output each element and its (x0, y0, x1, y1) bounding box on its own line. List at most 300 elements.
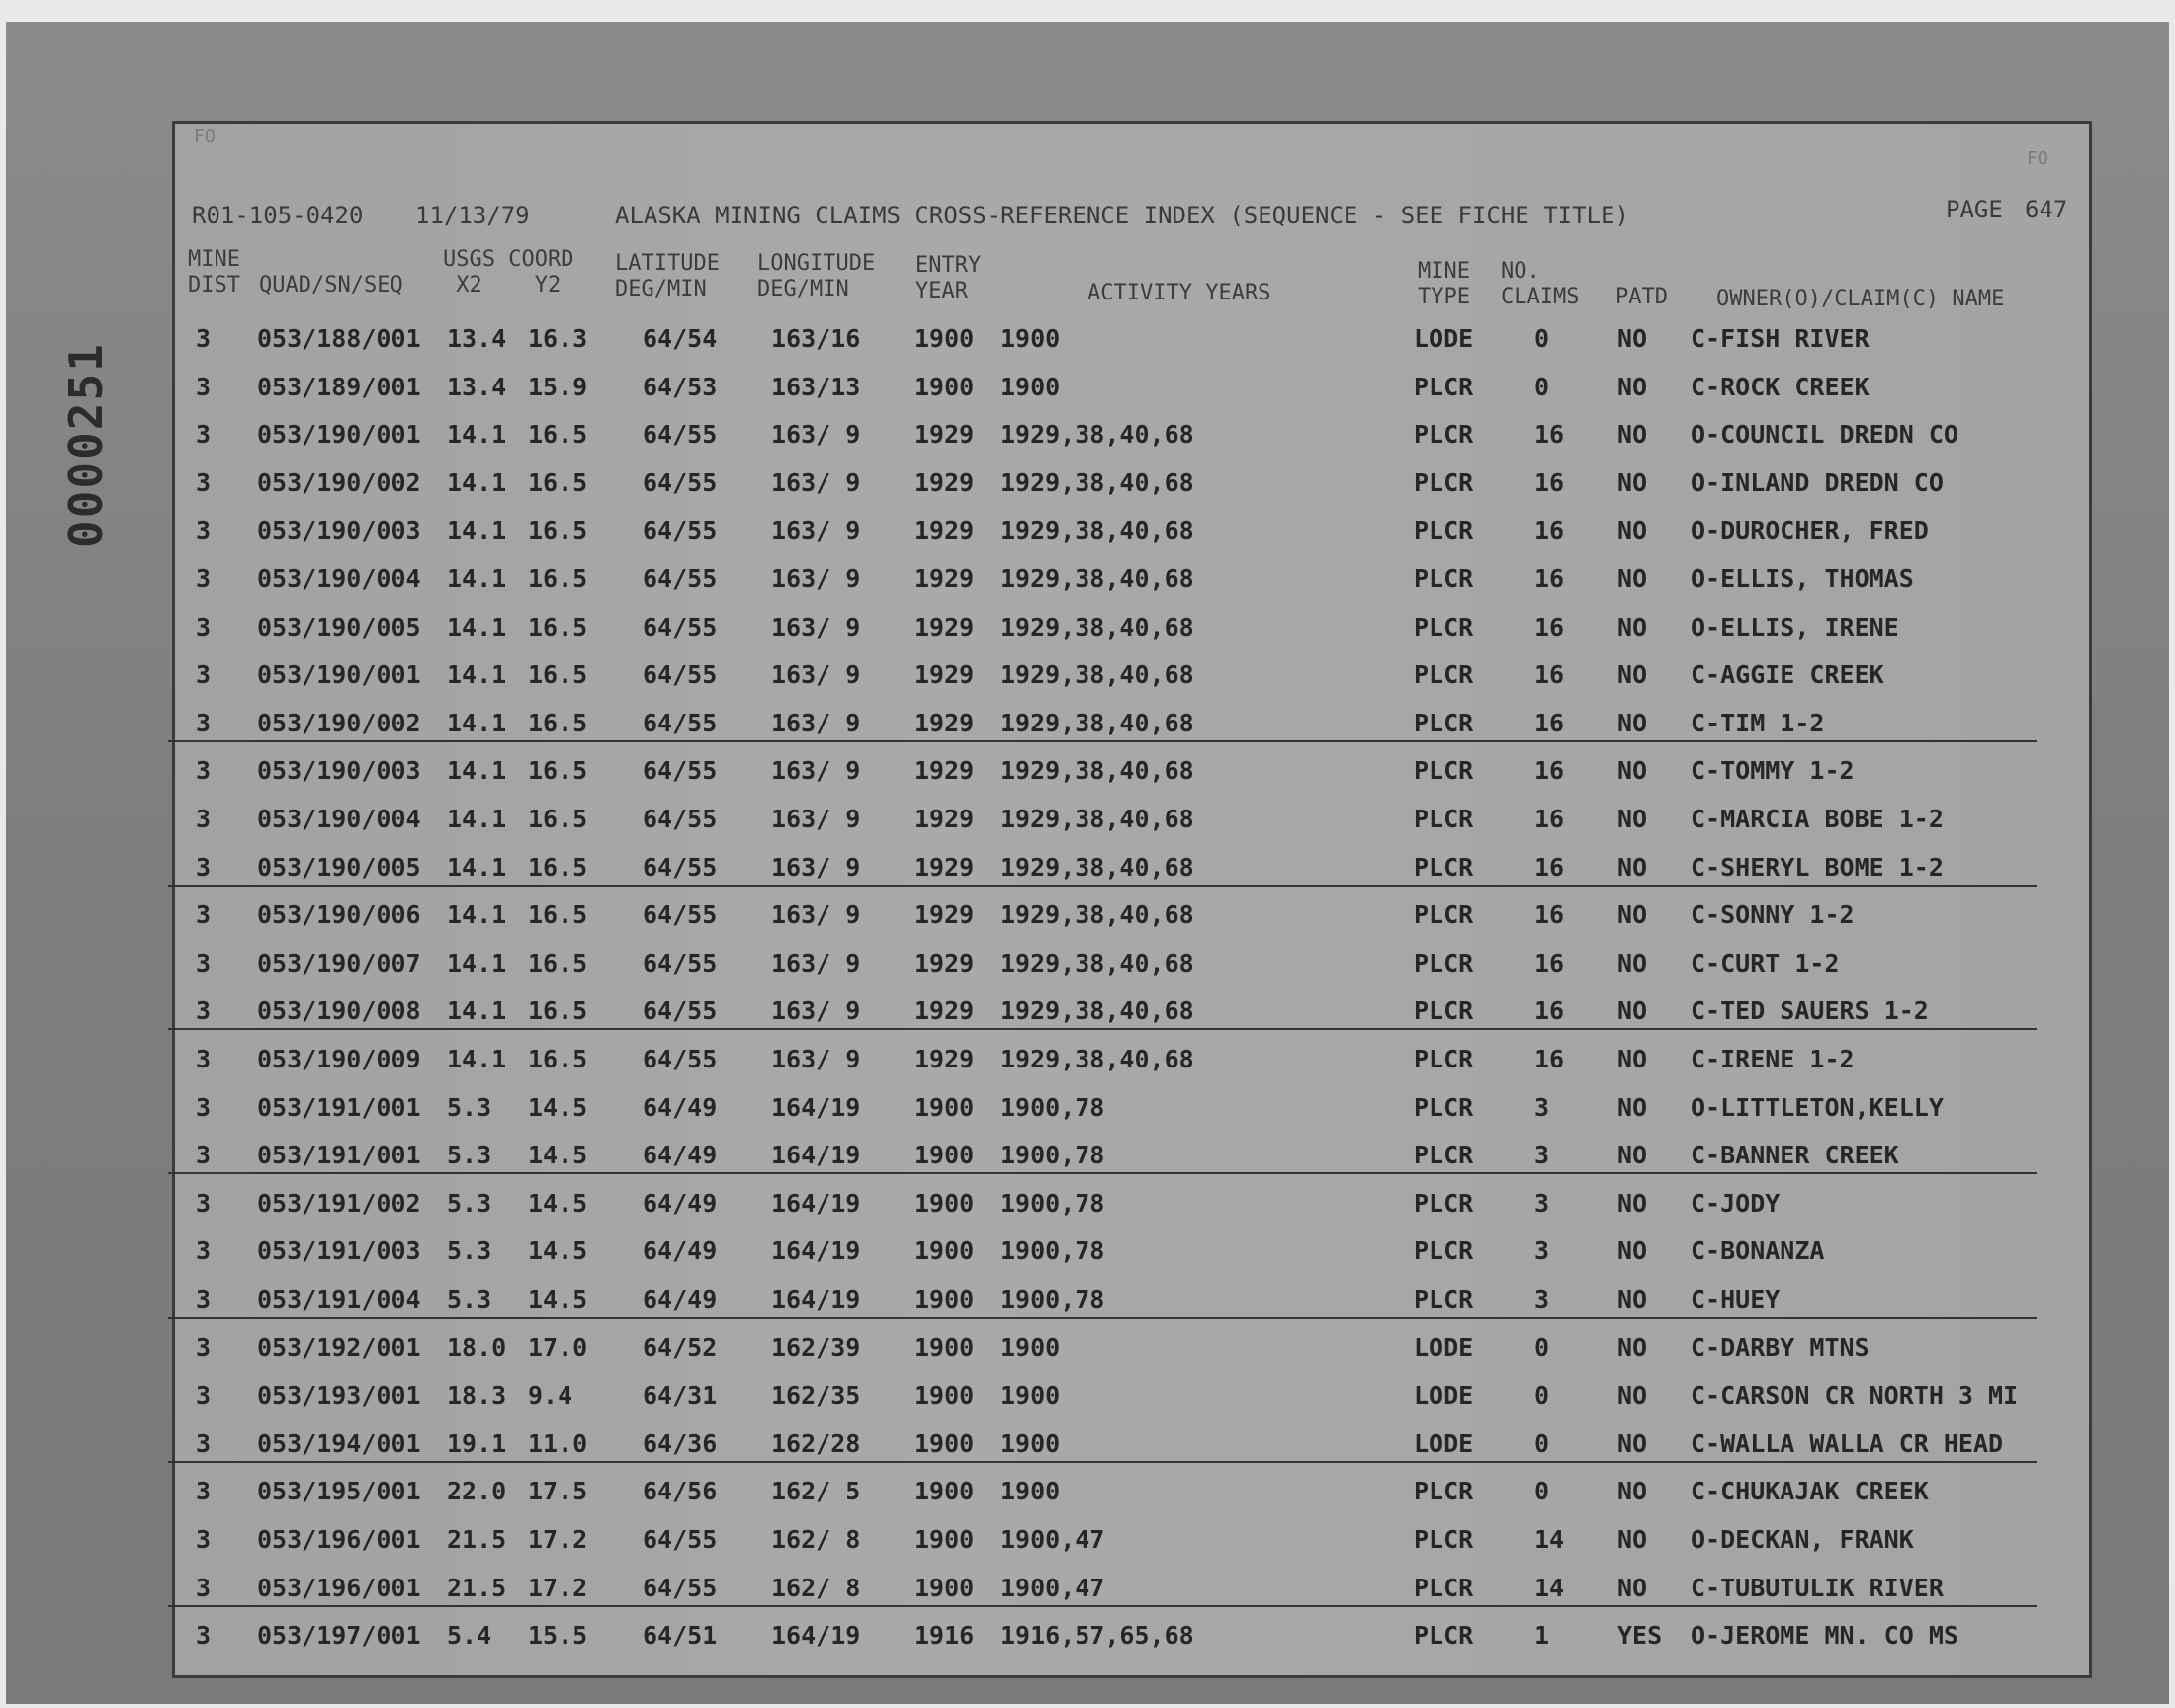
cell-no-claims: 0 (1534, 324, 1550, 353)
cell-longitude: 164/19 (771, 1237, 861, 1266)
cell-longitude: 163/ 9 (771, 805, 861, 833)
cell-no-claims: 16 (1534, 756, 1565, 786)
cell-usgs-x2: 21.5 (447, 1525, 507, 1554)
cell-longitude: 163/ 9 (771, 996, 861, 1026)
cell-latitude: 64/55 (643, 708, 718, 737)
cell-quad-sn-seq: 053/191/004 (257, 1285, 421, 1314)
cell-quad-sn-seq: 053/189/001 (257, 372, 421, 401)
page-label: PAGE (1946, 196, 2003, 223)
cell-activity-years: 1900,78 (1000, 1141, 1105, 1170)
cell-activity-years: 1929,38,40,68 (1000, 468, 1194, 497)
col-longitude: LONGITUDE DEG/MIN (757, 251, 876, 301)
cell-usgs-y2: 14.5 (528, 1092, 588, 1122)
cell-longitude: 163/ 9 (771, 660, 861, 690)
cell-patented: NO (1617, 612, 1648, 641)
cell-mine-type: PLCR (1414, 1573, 1474, 1602)
col-mine-type: MINE TYPE (1418, 259, 1470, 309)
cell-quad-sn-seq: 053/191/001 (257, 1141, 421, 1170)
cell-activity-years: 1900,78 (1000, 1092, 1105, 1122)
cell-entry-year: 1900 (914, 1141, 975, 1170)
cell-patented: NO (1617, 948, 1648, 978)
report-title: ALASKA MINING CLAIMS CROSS-REFERENCE INDEX (SEQUENCE - SEE FICHE TITLE) (615, 202, 1629, 229)
cell-latitude: 64/55 (643, 996, 718, 1026)
cell-mine-dist: 3 (196, 1477, 212, 1506)
cell-patented: NO (1617, 1477, 1648, 1506)
cell-usgs-y2: 16.5 (528, 1045, 588, 1073)
cell-patented: YES (1617, 1621, 1663, 1651)
cell-usgs-y2: 17.0 (528, 1332, 588, 1362)
cell-usgs-y2: 16.5 (528, 516, 588, 546)
cell-usgs-y2: 9.4 (528, 1381, 573, 1410)
cell-activity-years: 1929,38,40,68 (1000, 900, 1194, 930)
table-row (178, 893, 2056, 936)
cell-activity-years: 1929,38,40,68 (1000, 996, 1194, 1026)
col-activity-years: ACTIVITY YEARS (1088, 281, 1271, 305)
row-underline (168, 1605, 2037, 1607)
cell-usgs-x2: 14.1 (447, 420, 507, 450)
cell-mine-type: LODE (1414, 1381, 1474, 1410)
cell-usgs-x2: 13.4 (447, 372, 507, 401)
col-patd: PATD (1615, 285, 1668, 309)
col-owner-claim-name: OWNER(O)/CLAIM(C) NAME (1716, 287, 2005, 311)
cell-patented: NO (1617, 1381, 1648, 1410)
cell-mine-dist: 3 (196, 948, 212, 978)
cell-entry-year: 1929 (914, 516, 975, 546)
cell-mine-dist: 3 (196, 756, 212, 786)
cell-usgs-x2: 5.4 (447, 1621, 492, 1651)
cell-owner-claim-name: O-COUNCIL DREDN CO (1691, 420, 1958, 450)
cell-usgs-x2: 14.1 (447, 516, 507, 546)
cell-usgs-y2: 15.9 (528, 372, 588, 401)
cell-latitude: 64/49 (643, 1092, 718, 1122)
cell-mine-dist: 3 (196, 1573, 212, 1602)
cell-usgs-x2: 5.3 (447, 1237, 492, 1266)
cell-latitude: 64/51 (643, 1621, 718, 1651)
cell-longitude: 162/35 (771, 1381, 861, 1410)
cell-activity-years: 1929,38,40,68 (1000, 420, 1194, 450)
cell-quad-sn-seq: 053/190/003 (257, 756, 421, 786)
cell-latitude: 64/55 (643, 660, 718, 690)
cell-owner-claim-name: C-CHUKAJAK CREEK (1691, 1477, 1929, 1506)
cell-quad-sn-seq: 053/190/008 (257, 996, 421, 1026)
cell-mine-dist: 3 (196, 1428, 212, 1458)
cell-entry-year: 1929 (914, 756, 975, 786)
table-row (178, 365, 2056, 408)
table-row (178, 701, 2056, 744)
cell-mine-type: PLCR (1414, 1092, 1474, 1122)
cell-quad-sn-seq: 053/190/004 (257, 564, 421, 593)
cell-mine-dist: 3 (196, 420, 212, 450)
cell-mine-dist: 3 (196, 900, 212, 930)
row-underline (168, 740, 2037, 742)
cell-patented: NO (1617, 1525, 1648, 1554)
cell-usgs-y2: 16.5 (528, 564, 588, 593)
cell-quad-sn-seq: 053/190/001 (257, 420, 421, 450)
cell-quad-sn-seq: 053/191/002 (257, 1188, 421, 1218)
cell-longitude: 162/ 8 (771, 1573, 861, 1602)
cell-entry-year: 1929 (914, 660, 975, 690)
corner-mark-left: FO (194, 127, 216, 147)
cell-latitude: 64/49 (643, 1285, 718, 1314)
cell-usgs-y2: 14.5 (528, 1285, 588, 1314)
cell-no-claims: 16 (1534, 612, 1565, 641)
cell-mine-dist: 3 (196, 805, 212, 833)
cell-entry-year: 1929 (914, 612, 975, 641)
cell-mine-type: PLCR (1414, 1285, 1474, 1314)
table-row (178, 1277, 2056, 1321)
cell-owner-claim-name: C-DARBY MTNS (1691, 1332, 1870, 1362)
row-underline (168, 1028, 2037, 1030)
cell-no-claims: 0 (1534, 1428, 1550, 1458)
table-row (178, 412, 2056, 456)
cell-patented: NO (1617, 660, 1648, 690)
cell-no-claims: 14 (1534, 1573, 1565, 1602)
cell-latitude: 64/55 (643, 1525, 718, 1554)
cell-longitude: 163/ 9 (771, 516, 861, 546)
cell-activity-years: 1929,38,40,68 (1000, 805, 1194, 833)
cell-owner-claim-name: C-IRENE 1-2 (1691, 1045, 1855, 1073)
cell-owner-claim-name: C-WALLA WALLA CR HEAD (1691, 1428, 2004, 1458)
cell-quad-sn-seq: 053/194/001 (257, 1428, 421, 1458)
cell-mine-dist: 3 (196, 516, 212, 546)
cell-patented: NO (1617, 372, 1648, 401)
cell-patented: NO (1617, 564, 1648, 593)
cell-mine-type: PLCR (1414, 564, 1474, 593)
cell-quad-sn-seq: 053/191/001 (257, 1092, 421, 1122)
cell-entry-year: 1900 (914, 1573, 975, 1602)
cell-quad-sn-seq: 053/196/001 (257, 1525, 421, 1554)
cell-no-claims: 16 (1534, 852, 1565, 882)
cell-longitude: 164/19 (771, 1141, 861, 1170)
cell-usgs-x2: 14.1 (447, 900, 507, 930)
cell-quad-sn-seq: 053/190/002 (257, 468, 421, 497)
cell-usgs-y2: 17.2 (528, 1573, 588, 1602)
cell-entry-year: 1900 (914, 1332, 975, 1362)
cell-mine-dist: 3 (196, 1285, 212, 1314)
cell-usgs-y2: 11.0 (528, 1428, 588, 1458)
cell-activity-years: 1900 (1000, 1381, 1061, 1410)
cell-patented: NO (1617, 516, 1648, 546)
cell-patented: NO (1617, 900, 1648, 930)
cell-patented: NO (1617, 468, 1648, 497)
cell-entry-year: 1929 (914, 564, 975, 593)
cell-patented: NO (1617, 996, 1648, 1026)
cell-patented: NO (1617, 324, 1648, 353)
cell-no-claims: 16 (1534, 564, 1565, 593)
col-quad: QUAD/SN/SEQ (259, 273, 403, 298)
cell-quad-sn-seq: 053/191/003 (257, 1237, 421, 1266)
cell-usgs-x2: 21.5 (447, 1573, 507, 1602)
cell-owner-claim-name: C-ROCK CREEK (1691, 372, 1870, 401)
cell-mine-dist: 3 (196, 1525, 212, 1554)
cell-latitude: 64/31 (643, 1381, 718, 1410)
cell-latitude: 64/55 (643, 900, 718, 930)
cell-activity-years: 1929,38,40,68 (1000, 756, 1194, 786)
cell-entry-year: 1900 (914, 1525, 975, 1554)
cell-latitude: 64/49 (643, 1188, 718, 1218)
cell-entry-year: 1900 (914, 1188, 975, 1218)
cell-no-claims: 16 (1534, 900, 1565, 930)
cell-patented: NO (1617, 852, 1648, 882)
cell-entry-year: 1900 (914, 1381, 975, 1410)
cell-mine-dist: 3 (196, 564, 212, 593)
cell-mine-type: PLCR (1414, 805, 1474, 833)
cell-mine-type: PLCR (1414, 516, 1474, 546)
cell-mine-dist: 3 (196, 708, 212, 737)
col-usgs-coord: USGS COORD X2 Y2 (443, 247, 574, 298)
table-row (178, 652, 2056, 696)
cell-mine-dist: 3 (196, 372, 212, 401)
cell-longitude: 164/19 (771, 1092, 861, 1122)
cell-mine-type: LODE (1414, 1332, 1474, 1362)
cell-owner-claim-name: C-BANNER CREEK (1691, 1141, 1899, 1170)
table-row (178, 797, 2056, 840)
cell-usgs-y2: 16.5 (528, 708, 588, 737)
cell-no-claims: 16 (1534, 1045, 1565, 1073)
table-row (178, 316, 2056, 360)
cell-usgs-x2: 14.1 (447, 996, 507, 1026)
cell-latitude: 64/54 (643, 324, 718, 353)
cell-usgs-x2: 18.3 (447, 1381, 507, 1410)
cell-quad-sn-seq: 053/190/006 (257, 900, 421, 930)
cell-activity-years: 1929,38,40,68 (1000, 708, 1194, 737)
cell-mine-dist: 3 (196, 1188, 212, 1218)
cell-usgs-x2: 14.1 (447, 756, 507, 786)
cell-latitude: 64/55 (643, 516, 718, 546)
cell-mine-dist: 3 (196, 852, 212, 882)
cell-latitude: 64/49 (643, 1141, 718, 1170)
cell-longitude: 163/ 9 (771, 948, 861, 978)
table-row (178, 1613, 2056, 1657)
table-row (178, 556, 2056, 600)
cell-usgs-y2: 17.2 (528, 1525, 588, 1554)
table-row (178, 605, 2056, 648)
row-underline (168, 885, 2037, 887)
cell-entry-year: 1929 (914, 900, 975, 930)
cell-quad-sn-seq: 053/197/001 (257, 1621, 421, 1651)
cell-longitude: 164/19 (771, 1621, 861, 1651)
cell-latitude: 64/36 (643, 1428, 718, 1458)
table-row (178, 1325, 2056, 1369)
cell-no-claims: 1 (1534, 1621, 1550, 1651)
cell-usgs-x2: 14.1 (447, 708, 507, 737)
cell-activity-years: 1916,57,65,68 (1000, 1621, 1194, 1651)
cell-no-claims: 16 (1534, 468, 1565, 497)
cell-longitude: 163/ 9 (771, 468, 861, 497)
cell-mine-type: PLCR (1414, 1621, 1474, 1651)
cell-patented: NO (1617, 1428, 1648, 1458)
cell-mine-type: PLCR (1414, 852, 1474, 882)
cell-patented: NO (1617, 1285, 1648, 1314)
cell-activity-years: 1900,47 (1000, 1525, 1105, 1554)
cell-mine-type: PLCR (1414, 1141, 1474, 1170)
cell-patented: NO (1617, 708, 1648, 737)
cell-mine-dist: 3 (196, 324, 212, 353)
cell-activity-years: 1900 (1000, 372, 1061, 401)
cell-latitude: 64/53 (643, 372, 718, 401)
cell-activity-years: 1900,78 (1000, 1188, 1105, 1218)
cell-owner-claim-name: C-TIM 1-2 (1691, 708, 1825, 737)
cell-no-claims: 0 (1534, 1332, 1550, 1362)
cell-usgs-y2: 17.5 (528, 1477, 588, 1506)
cell-patented: NO (1617, 1332, 1648, 1362)
cell-activity-years: 1900 (1000, 1477, 1061, 1506)
cell-activity-years: 1929,38,40,68 (1000, 1045, 1194, 1073)
cell-latitude: 64/49 (643, 1237, 718, 1266)
cell-no-claims: 16 (1534, 708, 1565, 737)
cell-mine-type: PLCR (1414, 372, 1474, 401)
cell-entry-year: 1900 (914, 1477, 975, 1506)
cell-longitude: 163/ 9 (771, 420, 861, 450)
cell-latitude: 64/55 (643, 1573, 718, 1602)
col-no-claims: NO. CLAIMS (1501, 259, 1580, 309)
cell-no-claims: 16 (1534, 805, 1565, 833)
cell-quad-sn-seq: 053/190/001 (257, 660, 421, 690)
cell-usgs-x2: 5.3 (447, 1141, 492, 1170)
cell-mine-type: PLCR (1414, 468, 1474, 497)
cell-longitude: 163/ 9 (771, 756, 861, 786)
cell-no-claims: 0 (1534, 1381, 1550, 1410)
cell-usgs-y2: 15.5 (528, 1621, 588, 1651)
cell-entry-year: 1900 (914, 1237, 975, 1266)
cell-quad-sn-seq: 053/190/004 (257, 805, 421, 833)
cell-entry-year: 1929 (914, 852, 975, 882)
cell-no-claims: 3 (1534, 1188, 1550, 1218)
cell-no-claims: 16 (1534, 420, 1565, 450)
cell-usgs-y2: 16.5 (528, 852, 588, 882)
cell-latitude: 64/55 (643, 1045, 718, 1073)
cell-mine-dist: 3 (196, 1141, 212, 1170)
cell-usgs-x2: 5.3 (447, 1092, 492, 1122)
cell-usgs-y2: 16.5 (528, 996, 588, 1026)
cell-quad-sn-seq: 053/195/001 (257, 1477, 421, 1506)
cell-owner-claim-name: C-FISH RIVER (1691, 324, 1870, 353)
cell-mine-dist: 3 (196, 1332, 212, 1362)
cell-quad-sn-seq: 053/192/001 (257, 1332, 421, 1362)
cell-owner-claim-name: C-CURT 1-2 (1691, 948, 1840, 978)
cell-mine-dist: 3 (196, 1621, 212, 1651)
cell-owner-claim-name: C-TUBUTULIK RIVER (1691, 1573, 1944, 1602)
cell-entry-year: 1929 (914, 1045, 975, 1073)
table-row (178, 508, 2056, 552)
cell-owner-claim-name: O-ELLIS, THOMAS (1691, 564, 1914, 593)
cell-activity-years: 1929,38,40,68 (1000, 564, 1194, 593)
cell-activity-years: 1929,38,40,68 (1000, 660, 1194, 690)
cell-longitude: 163/ 9 (771, 564, 861, 593)
cell-latitude: 64/55 (643, 805, 718, 833)
cell-usgs-x2: 13.4 (447, 324, 507, 353)
table-row (178, 748, 2056, 792)
cell-usgs-x2: 14.1 (447, 1045, 507, 1073)
cell-mine-type: LODE (1414, 324, 1474, 353)
cell-activity-years: 1900 (1000, 1332, 1061, 1362)
cell-latitude: 64/55 (643, 564, 718, 593)
cell-usgs-y2: 16.5 (528, 420, 588, 450)
cell-quad-sn-seq: 053/190/005 (257, 852, 421, 882)
cell-patented: NO (1617, 1237, 1648, 1266)
cell-usgs-x2: 14.1 (447, 805, 507, 833)
cell-owner-claim-name: C-SHERYL BOME 1-2 (1691, 852, 1944, 882)
cell-entry-year: 1900 (914, 1428, 975, 1458)
col-latitude: LATITUDE DEG/MIN (615, 251, 720, 301)
cell-no-claims: 16 (1534, 948, 1565, 978)
cell-entry-year: 1916 (914, 1621, 975, 1651)
cell-entry-year: 1929 (914, 420, 975, 450)
cell-latitude: 64/55 (643, 468, 718, 497)
cell-usgs-x2: 5.3 (447, 1188, 492, 1218)
cell-patented: NO (1617, 1573, 1648, 1602)
cell-mine-dist: 3 (196, 1237, 212, 1266)
cell-entry-year: 1900 (914, 324, 975, 353)
cell-mine-type: LODE (1414, 1428, 1474, 1458)
cell-usgs-x2: 19.1 (447, 1428, 507, 1458)
cell-quad-sn-seq: 053/190/007 (257, 948, 421, 978)
cell-entry-year: 1900 (914, 1285, 975, 1314)
cell-activity-years: 1900 (1000, 324, 1061, 353)
table-row (178, 1037, 2056, 1080)
cell-longitude: 163/ 9 (771, 852, 861, 882)
cell-usgs-y2: 16.3 (528, 324, 588, 353)
cell-activity-years: 1929,38,40,68 (1000, 516, 1194, 546)
cell-longitude: 163/ 9 (771, 612, 861, 641)
cell-no-claims: 0 (1534, 372, 1550, 401)
cell-mine-type: PLCR (1414, 1237, 1474, 1266)
cell-entry-year: 1900 (914, 372, 975, 401)
cell-longitude: 163/ 9 (771, 900, 861, 930)
cell-usgs-x2: 14.1 (447, 468, 507, 497)
cell-latitude: 64/55 (643, 852, 718, 882)
cell-usgs-x2: 14.1 (447, 852, 507, 882)
cell-mine-type: PLCR (1414, 1045, 1474, 1073)
cell-latitude: 64/55 (643, 756, 718, 786)
cell-owner-claim-name: C-BONANZA (1691, 1237, 1825, 1266)
cell-no-claims: 0 (1534, 1477, 1550, 1506)
cell-usgs-y2: 14.5 (528, 1141, 588, 1170)
row-underline (168, 1172, 2037, 1174)
cell-owner-claim-name: C-TOMMY 1-2 (1691, 756, 1855, 786)
cell-activity-years: 1900,47 (1000, 1573, 1105, 1602)
table-row (178, 845, 2056, 889)
cell-longitude: 163/ 9 (771, 1045, 861, 1073)
cell-usgs-y2: 14.5 (528, 1237, 588, 1266)
cell-owner-claim-name: O-ELLIS, IRENE (1691, 612, 1899, 641)
cell-activity-years: 1929,38,40,68 (1000, 852, 1194, 882)
cell-usgs-y2: 16.5 (528, 612, 588, 641)
cell-quad-sn-seq: 053/193/001 (257, 1381, 421, 1410)
table-row (178, 1373, 2056, 1416)
cell-patented: NO (1617, 805, 1648, 833)
cell-latitude: 64/52 (643, 1332, 718, 1362)
cell-entry-year: 1929 (914, 948, 975, 978)
cell-longitude: 163/16 (771, 324, 861, 353)
page-number: 647 (2025, 196, 2068, 223)
table-row (178, 461, 2056, 504)
cell-usgs-x2: 14.1 (447, 612, 507, 641)
cell-mine-dist: 3 (196, 468, 212, 497)
cell-mine-dist: 3 (196, 660, 212, 690)
col-entry-year: ENTRY YEAR (915, 253, 982, 303)
row-underline (168, 1317, 2037, 1319)
cell-entry-year: 1929 (914, 708, 975, 737)
cell-mine-dist: 3 (196, 1045, 212, 1073)
cell-activity-years: 1929,38,40,68 (1000, 612, 1194, 641)
cell-quad-sn-seq: 053/190/009 (257, 1045, 421, 1073)
report-date: 11/13/79 (415, 202, 530, 229)
cell-mine-type: PLCR (1414, 900, 1474, 930)
cell-usgs-x2: 22.0 (447, 1477, 507, 1506)
cell-latitude: 64/56 (643, 1477, 718, 1506)
cell-mine-type: PLCR (1414, 948, 1474, 978)
